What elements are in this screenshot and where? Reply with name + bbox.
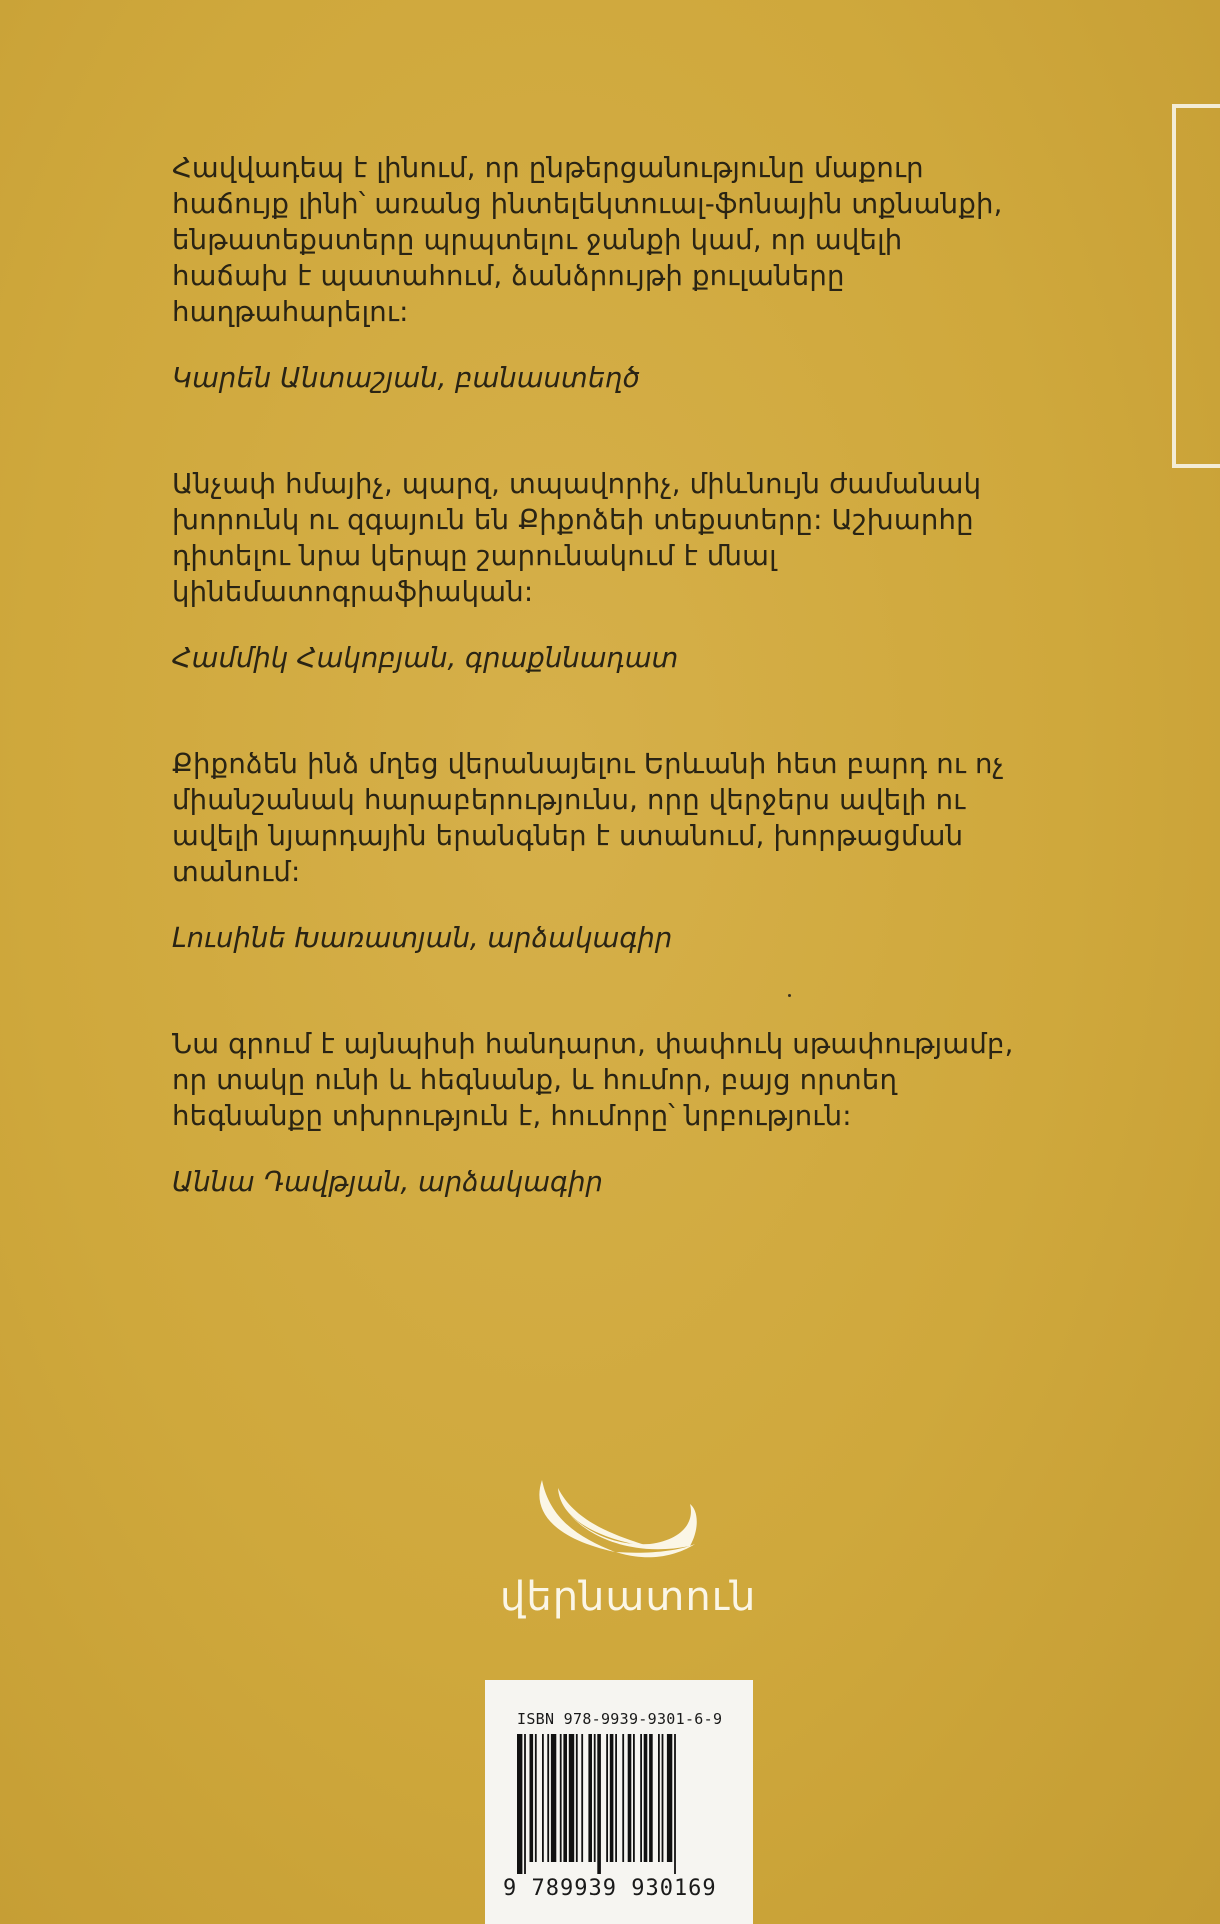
isbn-label: ISBN 978-9939-9301-6-9	[517, 1710, 723, 1728]
quote-2	[172, 466, 1052, 676]
quote-3-line-2: միանշանակ հարաբերությունս, որը վերջերս ավելի ու	[172, 784, 966, 816]
quote-1	[172, 150, 1052, 396]
quote-1-line-2: հաճույք լինի՝ առանց ինտելեկտուալ-ֆոնային տքնանքի,	[172, 188, 1003, 220]
quote-1-line-5: հաղթահարելու:	[172, 296, 409, 328]
quote-4	[172, 1026, 1052, 1200]
quote-2-line-3: դիտելու նրա կերպը շարունակում է մնալ	[172, 540, 777, 572]
wing-icon	[520, 1460, 720, 1570]
quote-2-author: Համմիկ Հակոբյան, գրաքննադատ	[172, 642, 679, 674]
quote-2-line-4: կինեմատոգրաֆիական:	[172, 576, 534, 608]
barcode-digits: 9 789939 930169	[503, 1876, 717, 1901]
quote-2-line-2: խորունկ ու զգայուն են Քիքոձեի տեքստերը: Աշխարհը	[172, 504, 974, 536]
quote-1-line-4: հաճախ է պատահում, ձանձրույթի քուլաները	[172, 260, 845, 292]
quote-4-line-1: Նա գրում է այնպիսի հանդարտ, փափուկ սթափությամբ,	[172, 1028, 1014, 1060]
quote-4-line-2: որ տակը ունի և հեգնանք, և հումոր, բայց որտեղ	[172, 1064, 898, 1096]
isbn-barcode-box	[485, 1680, 753, 1924]
quote-3-author: Լուսինե Խառատյան, արձակագիր	[172, 922, 673, 954]
quote-2-line-1: Անչափ հմայիչ, պարզ, տպավորիչ, միևնույն ժամանակ	[172, 468, 982, 500]
publisher-logo	[500, 1460, 757, 1630]
quote-1-line-1: Հավվադեպ է լինում, որ ընթերցանությունը մաքուր	[172, 152, 924, 184]
publisher-name: վերնատուն	[500, 1574, 757, 1620]
quote-1-line-3: ենթատեքստերը պրպտելու ջանքի կամ, որ ավելի	[172, 224, 903, 256]
quote-3	[172, 746, 1052, 956]
quote-3-line-4: տանում:	[172, 856, 301, 888]
ink-speck	[788, 994, 791, 997]
quote-3-line-3: ավելի նյարդային երանգներ է ստանում, խորթացման	[172, 820, 964, 852]
quote-4-author: Աննա Դավթյան, արձակագիր	[172, 1166, 603, 1198]
quote-4-line-3: հեգնանքը տխրություն է, հումորը՝ նրբություն:	[172, 1100, 852, 1132]
quote-3-line-1: Քիքոձեն ինձ մղեց վերանայելու Երևանի հետ բարդ ու ոչ	[172, 748, 1004, 780]
barcode	[515, 1734, 725, 1874]
quote-1-author: Կարեն Անտաշյան, բանաստեղծ	[172, 362, 640, 394]
quotes-section	[172, 150, 1052, 1200]
decorative-frame	[1172, 104, 1220, 468]
